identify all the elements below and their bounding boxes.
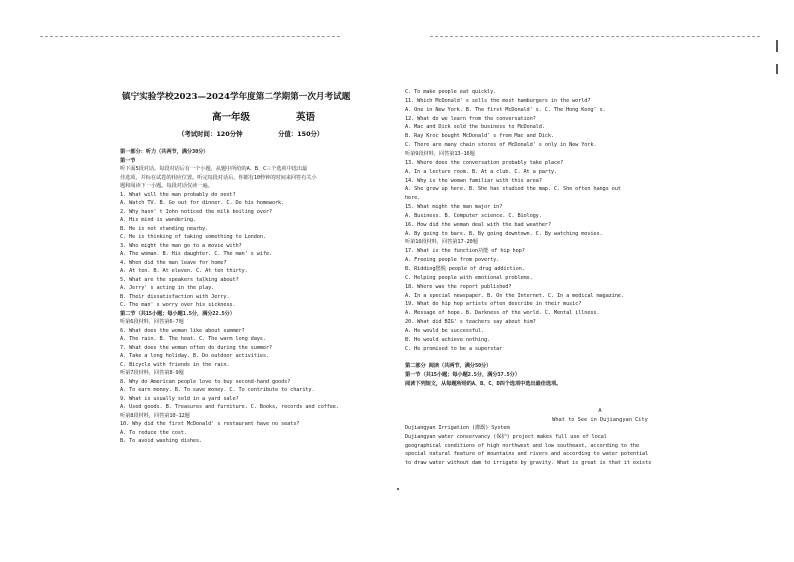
question-line: B. To avoid washing dishes.: [120, 438, 203, 444]
question-line: C. Helping people with emotional problems.: [405, 274, 533, 281]
question-line: A. By going to bars. B. By going downtown. C. By watching movies.: [405, 230, 603, 237]
question-line: 8. Why do American people love to buy second-hand goods?: [120, 378, 291, 385]
question-line: 10. Why did the first McDonald' s restaurant have no seats?: [120, 421, 300, 427]
question-line: A. He would be successful.: [405, 327, 485, 334]
grade-label: 高一年级: [212, 112, 251, 123]
passage-subheading: Dujiangyan Irrigation (灌溉) System: [405, 425, 510, 431]
section-heading: 第一部分：听力（共两节，满分30分）: [120, 149, 209, 155]
question-line: 听第7段材料，回答第8-9题: [120, 370, 184, 376]
passage-line: special natural feature of mountains and rivers and according to water potential: [405, 451, 649, 457]
question-line: 13. Where does the conversation probably take place?: [405, 159, 564, 166]
question-line: C. The man' s worry over his sickness.: [120, 302, 236, 308]
question-line: here.: [405, 195, 421, 202]
question-line: A. She grew up here. B. She has studied the map. C. She often hangs out: [405, 186, 621, 193]
question-line: C. He promised to be a superstar: [405, 345, 503, 352]
passage-heading: What to See in Dujiangyan City: [552, 417, 648, 423]
question-line: A. In a special newspaper. B. On the Internet. C. In a medical magazine.: [405, 292, 624, 299]
question-line: 15. What might the man major in?: [405, 204, 503, 211]
question-line: 7. What does the woman often do during the summer?: [120, 344, 272, 351]
question-line: A. To reduce the cost.: [120, 429, 187, 436]
question-line: A. Mac and Dick sold the business to McDonald.: [405, 124, 545, 131]
question-line: 听第10段材料，回答第17-20题: [405, 239, 478, 246]
question-line: A. Jerry' s acting in the play.: [120, 285, 215, 291]
passage-line: to draw water without dam to irrigate by gravity. What is great is that it exists: [405, 459, 652, 466]
passage-letter: A: [598, 408, 602, 414]
question-line: 11. Which McDonald' s sells the most hamburgers in the world?: [405, 97, 591, 104]
passage-line: geographical conditions of high northwest and low southeast, according to the: [405, 442, 640, 449]
question-line: 12. What do we learn from the conversation?: [405, 115, 536, 122]
question-line: 9. What is usually sold in a yard sale?: [120, 395, 239, 402]
question-line: A. Message of hope. B. Darkness of the world. C. Mental illness.: [405, 310, 600, 317]
section-heading: 第二部分 阅读（共两节，满分50分）: [405, 363, 492, 370]
question-line: 17. What is the function功能 of hip hop?: [405, 248, 525, 255]
question-line: C. There are many chain stores of McDonald' s only in New York.: [405, 142, 597, 149]
scan-border-line: [40, 36, 340, 37]
section-heading: 第二节（共15小题；每小题1.5分，满分22.5分）: [120, 310, 235, 317]
question-line: A. His mind is wandering.: [120, 217, 196, 223]
section-heading: 阅读下列短文，从每题所给的A、B、C、D四个选项中选出最佳选项。: [405, 381, 562, 388]
question-line: 1. What will the man probably do next?: [120, 191, 236, 198]
question-line: B. Ridding摆脱 people of drug addiction.: [405, 266, 525, 272]
question-line: C. To make people eat quickly.: [405, 89, 497, 95]
question-line: A. The woman. B. His daughter. C. The man' s wife.: [120, 251, 272, 257]
question-line: 题和阅读下一小题。每段对话仅读一遍。: [120, 183, 213, 189]
exam-score: 分值：150分）: [278, 130, 324, 138]
question-line: 18. Where was the report published?: [405, 283, 512, 290]
question-line: A. One in New York. B. The first McDonald' s. C. The Hong Kong' s.: [405, 106, 606, 113]
question-line: 5. What are the speakers talking about?: [120, 276, 239, 283]
subject-label: 英语: [296, 112, 316, 123]
question-line: A. To earn money. B. To save money. C. To contribute to charity.: [120, 387, 315, 393]
question-line: B. Ray Kroc bought McDonald' s from Mac and Dick.: [405, 133, 554, 140]
question-line: A. The rain. B. The heat. C. The warm long days.: [120, 336, 266, 342]
scan-dot: [397, 488, 399, 490]
exam-time: （考试时间：120分钟: [178, 130, 243, 138]
question-line: B. He is not standing nearby.: [120, 225, 209, 232]
question-line: A. At ten. B. At eleven. C. At ten thirty.: [120, 268, 248, 274]
question-line: 4. When did the man leave for home?: [120, 259, 227, 266]
question-line: 3. Who might the man go to a movie with?: [120, 242, 242, 249]
scan-edge-mark: [776, 40, 778, 52]
section-heading: 第一节（共15小题；每小题2.5分，满分37.5分）: [405, 372, 520, 379]
question-line: 14. Why is the woman familiar with this area?: [405, 177, 542, 184]
question-line: 2. Why hasn' t John noticed the milk boiling over?: [120, 208, 272, 215]
question-line: A. Used goods. B. Treasures and furniture. C. Books, records and coffee.: [120, 404, 339, 410]
question-line: A. Freeing people from poverty.: [405, 257, 500, 264]
question-line: B. Their dissatisfaction with Jerry.: [120, 293, 230, 300]
passage-line: Dujiangyan water conservancy (保护) project makes full use of local: [405, 434, 607, 440]
question-line: A. Take a long holiday. B. Do outdoor activities.: [120, 353, 269, 359]
question-line: 20. What did BIG' s teachers say about him?: [405, 319, 536, 326]
question-line: 6. What does the woman like about summer?: [120, 327, 245, 334]
question-line: A. Watch TV. B. Go out for dinner. C. Do his homework.: [120, 200, 285, 206]
question-line: 听第9段材料，回答第13-16题: [405, 150, 475, 157]
question-line: 听第6段材料，回答第6-7题: [120, 319, 184, 325]
question-line: C. Bicycle with friends in the rain.: [120, 361, 230, 368]
question-line: C. He is thinking of taking something to London.: [120, 234, 266, 240]
question-line: 19. What do hip hop artists often describe in their music?: [405, 301, 582, 308]
question-line: 佳选项，并标在试卷的相应位置。听完每段对话后，你都有10秒钟的时间来回答有关小: [120, 174, 317, 181]
question-line: A. In a lecture room. B. At a club. C. At a party.: [405, 168, 557, 175]
question-line: 16. How did the woman deal with the bad weather?: [405, 221, 551, 228]
section-heading: 第一节: [120, 157, 136, 164]
question-line: B. He would achieve nothing.: [405, 336, 491, 343]
exam-title: 镇宁实验学校2023—2024学年度第二学期第一次月考试题: [122, 92, 351, 102]
scan-edge-mark: [776, 64, 778, 74]
question-line: 听第8段材料，回答第10-12题: [120, 412, 190, 419]
scan-border-line: [430, 36, 760, 37]
question-line: A. Business. B. Computer science. C. Biology.: [405, 212, 542, 219]
question-line: 听下面5段对话。每段对话后有一个小题，从题中所给的A、B、C三个选项中选出最: [120, 166, 308, 172]
